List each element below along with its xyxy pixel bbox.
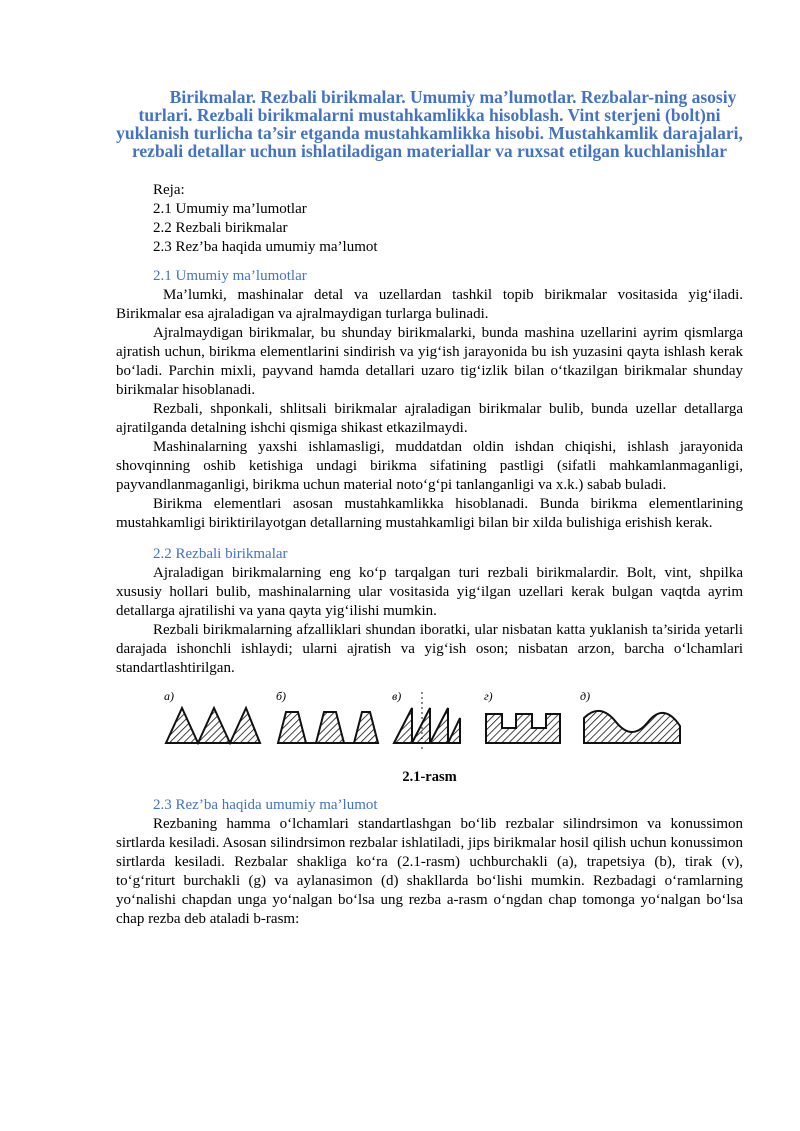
plan-item: 2.3 Rez’ba haqida umumiy ma’lumot [153, 239, 378, 255]
round-thread-profile [580, 689, 680, 743]
rectangular-thread-profile [484, 689, 560, 743]
paragraph: Rezbali, shponkali, shlitsali birikmalar ajraladigan birikmalar bulib, bunda uzellar detallarga ajratilganda detalning ishchi qismiga shikast etkazilmaydi. [116, 401, 743, 436]
figure-label: a) [164, 689, 174, 703]
paragraph: Ajraladigan birikmalarning eng ko‘p tarqalgan turi rezbali birikmalardir. Bolt, vint, shpilka xususiy hollari bulib, mashinalarning ular vositasida yig‘ilgan uzellari kerak bulgan vaqtda ayrim detallarga ajratilishi va yana qayta yig‘ilishi mumkin. [116, 565, 743, 619]
thread-profiles-figure [116, 688, 743, 758]
document-page [116, 88, 743, 929]
paragraph: Birikma elementlari asosan mustahkamlikka hisoblanadi. Bunda birikma elementlarining mustahkamligi biriktirilayotgan detallarning mustahkamligi bilan bir xilda bulishiga erishish kerak. [116, 496, 743, 531]
paragraph: Rezbali birikmalarning afzalliklari shundan iboratki, ular nisbatan katta yuklanish ta’sirida yetarli darajada ishonchli ishlaydi; ularni ajratish va yig‘ish oson; nisbatan arzon, barcha o‘lchamlari standartlashtirilgan. [116, 622, 743, 676]
section-heading-3: 2.3 Rez’ba haqida umumiy ma’lumot [153, 797, 378, 813]
document-title: Birikmalar. Rezbali birikmalar. Umumiy ma’lumotlar. Rezbalar-ning asosiy turlari. Rezbali birikmalarni mustahkamlikka hisoblash. Vint sterjeni (bolt)ni yuklanish turlicha ta’sir etganda mustahkamlikka hisobi. Mustahkamlik darajalari, rezbali detallar uchun ishlatiladigan materiallar va ruxsat etilgan kuchlanishlar [116, 87, 743, 161]
plan [153, 181, 743, 257]
plan-label: Reja: [153, 182, 185, 198]
plan-item: 2.2 Rezbali birikmalar [153, 220, 288, 236]
plan-item: 2.1 Umumiy ma’lumotlar [153, 201, 307, 217]
paragraph: Mashinalarning yaxshi ishlamasligi, muddatdan oldin ishdan chiqishi, ishlash jarayonida shovqinning oshib ketishiga undagi birikma sifatining pastligi (sifatli mahkamlanmaganligi, payvandlanmaganligi, birikma uchun material noto‘g‘pi tanlanganligi va x.k.) sabab buladi. [116, 439, 743, 493]
paragraph: Ma’lumki, mashinalar detal va uzellardan tashkil topib birikmalar vositasida yig‘iladi. Birikmalar esa ajraladigan va ajralmaydigan turlarga bulinadi. [116, 287, 743, 322]
paragraph: Ajralmaydigan birikmalar, bu shunday birikmalarki, bunda mashina uzellarini ayrim qismlarga ajratish uchun, birikma elementlarini sindirish va yig‘ish jarayonida bu ish yuzasini qayta ishlash kerak bo‘ladi. Parchin mixli, payvand hamda detallari uzaro tig‘izlik bilan o‘tkazilgan birikmalar shunday birikmalar hisoblanadi. [116, 325, 743, 398]
section-heading-1: 2.1 Umumiy ma’lumotlar [153, 268, 307, 284]
paragraph: Rezbaning hamma o‘lchamlari standartlashgan bo‘lib rezbalar silindrsimon va konussimon sirtlarda kesiladi. Asosan silindrsimon rezbalar ishlatiladi, jips birikmalar hosil qilish uchun konussimon sirtlarda kesiladi. Rezbalar shakliga ko‘ra (2.1-rasm) uchburchakli (a), trapetsiya (b), tirak (v), to‘g‘riturt burchakli (g) va aylanasimon (d) shakllarda bo‘lishi mumkin. Rezbadagi o‘ramlarning yo‘nalishi chapdan unga yo‘nalgan bo‘lsa ung rezba a-rasm o‘ngdan chap tomonga yo‘nalgan bo‘lsa chap rezba deb ataladi b-rasm: [116, 816, 743, 927]
trapezoidal-thread-profile [276, 689, 378, 743]
buttress-thread-profile [392, 689, 460, 752]
thread-profiles-drawing [160, 688, 700, 758]
figure-caption: 2.1-rasm [402, 769, 457, 785]
section-heading-2: 2.2 Rezbali birikmalar [153, 546, 288, 562]
figure-label: д) [580, 689, 591, 703]
figure-label: в) [392, 689, 402, 703]
figure-label: г) [484, 689, 493, 703]
triangular-thread-profile [164, 689, 260, 743]
figure-label: б) [276, 689, 287, 703]
